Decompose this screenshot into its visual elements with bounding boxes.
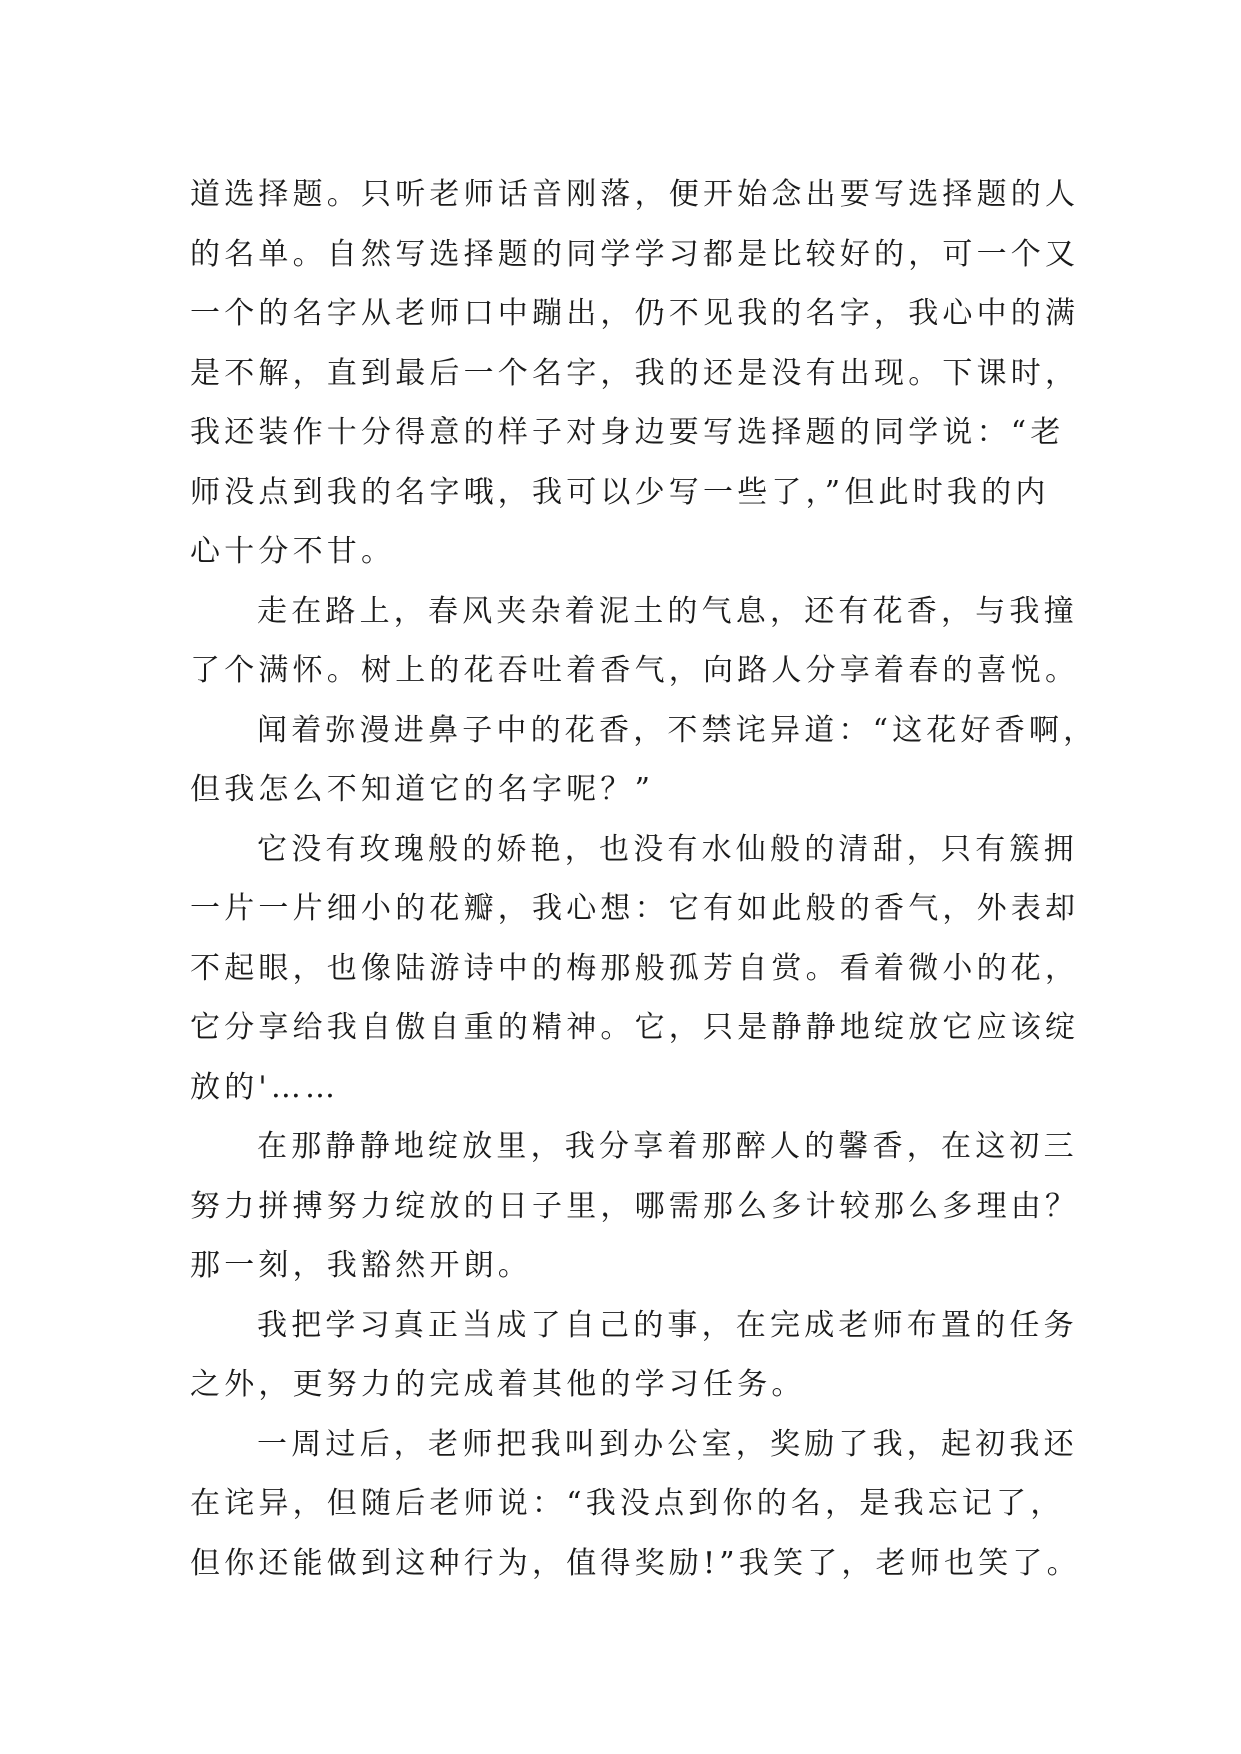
- paragraph-start-line: 一周过后，老师把我叫到办公室，奖励了我，起初我还: [257, 1426, 1078, 1462]
- text-line: 的名单。自然写选择题的同学学习都是比较好的，可一个又: [190, 236, 1080, 272]
- text-line: 了个满怀。树上的花吞吐着香气，向路人分享着春的喜悦。: [190, 653, 1080, 688]
- text-line: 是不解，直到最后一个名字，我的还是没有出现。下课时，: [190, 355, 1080, 391]
- paragraph-start-line: 闻着弥漫进鼻子中的花香，不禁诧异道：“这花好香啊，: [257, 712, 1098, 748]
- text-line: 努力拼搏努力绽放的日子里，哪需那么多计较那么多理由？: [190, 1188, 1080, 1224]
- paragraph-start-line: 我把学习真正当成了自己的事，在完成老师布置的任务: [257, 1307, 1078, 1343]
- document-body: [190, 165, 1098, 1593]
- text-line: 道选择题。只听老师话音刚落，便开始念出要写选择题的人: [190, 177, 1080, 212]
- text-line: 那一刻，我豁然开朗。: [190, 1248, 532, 1283]
- text-line: 我还装作十分得意的样子对身边要写选择题的同学说：“老: [190, 415, 1065, 450]
- text-line: 但你还能做到这种行为，值得奖励!”我笑了，老师也笑了。: [190, 1545, 1081, 1581]
- text-line: 一个的名字从老师口中蹦出，仍不见我的名字，我心中的满: [190, 296, 1080, 331]
- text-line: 不起眼，也像陆游诗中的梅那般孤芳自赏。看着微小的花，: [190, 950, 1080, 986]
- text-line: 之外，更努力的完成着其他的学习任务。: [190, 1367, 806, 1402]
- text-line: 师没点到我的名字哦，我可以少写一些了，”但此时我的内: [190, 474, 1050, 510]
- text-line: 它分享给我自傲自重的精神。它，只是静静地绽放它应该绽: [190, 1010, 1080, 1045]
- text-line: 放的'……: [190, 1069, 340, 1105]
- text-line: 但我怎么不知道它的名字呢？”: [190, 772, 655, 807]
- text-line: 心十分不甘。: [190, 534, 396, 569]
- paragraph-start-line: 在那静静地绽放里，我分享着那醉人的馨香，在这初三: [257, 1129, 1078, 1164]
- text-line: 在诧异，但随后老师说：“我没点到你的名，是我忘记了，: [190, 1486, 1065, 1521]
- text-line: 一片一片细小的花瓣，我心想：它有如此般的香气，外表却: [190, 891, 1080, 926]
- paragraph-start-line: 走在路上，春风夹杂着泥土的气息，还有花香，与我撞: [257, 593, 1078, 629]
- paragraph-start-line: 它没有玫瑰般的娇艳，也没有水仙般的清甜，只有簇拥: [257, 831, 1078, 867]
